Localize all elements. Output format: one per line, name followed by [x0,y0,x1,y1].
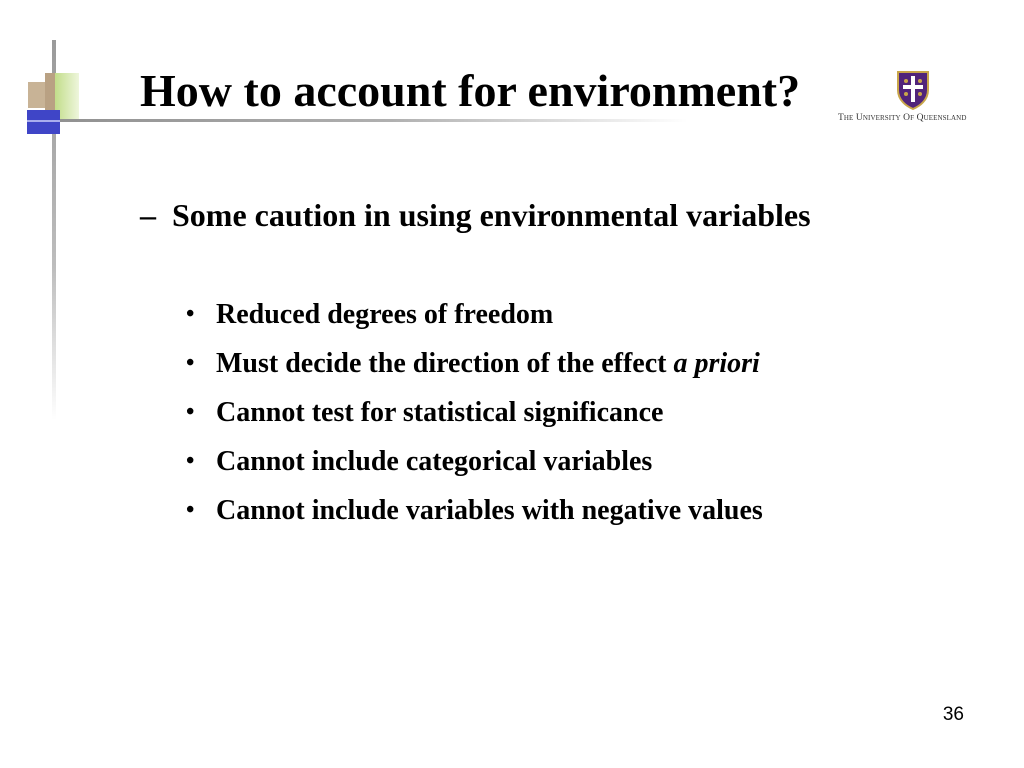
bullet-text: Cannot test for statistical significance [216,397,664,428]
bullet-text: Cannot include categorical variables [216,446,653,477]
bullet-text-with-emphasis [216,339,760,388]
dash-marker: – [140,197,156,233]
bullet-text: Cannot include variables with negative values [216,495,763,526]
decor-stripe [27,120,60,122]
bullet-marker: • [186,301,195,327]
dash-item-text: Some caution in using environmental variables [172,197,811,233]
italic-emphasis: a priori [673,348,760,379]
bullet-text: Reduced degrees of freedom [216,299,554,330]
bullet-text: Must decide the direction of the effect [216,348,667,379]
decor-square-blue [27,110,60,134]
university-name: The University Of Queensland [838,113,967,123]
slide-title: How to account for environment? [140,65,801,116]
page-number: 36 [942,704,964,725]
university-crest-icon [894,70,932,110]
decor-horizontal-line [28,119,688,122]
bullet-marker: • [186,448,195,474]
bullet-marker: • [186,399,195,425]
university-logo [838,70,988,126]
bullet-marker: • [186,497,195,523]
bullet-marker: • [186,350,195,376]
